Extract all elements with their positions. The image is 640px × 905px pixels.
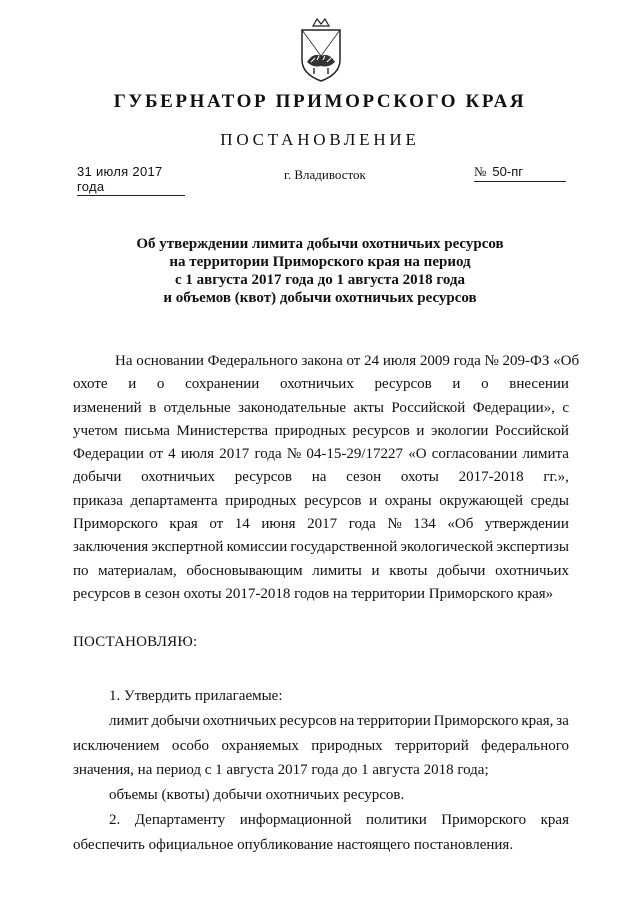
basis-line [73,443,569,466]
word: заключения [73,539,149,556]
word: природных [311,737,383,754]
word: обосновывающим [186,562,303,579]
word: изменений [73,399,142,416]
word: охотничьих [141,469,216,486]
decree-subject [70,235,570,307]
word: комиссии [226,539,288,556]
word: природных [274,422,346,439]
word: информационной [239,811,352,828]
word: ресурсов [234,469,292,486]
word: охоты [400,469,439,486]
coat-of-arms-icon [299,16,343,84]
word: № [286,446,302,463]
decree-items [73,684,569,858]
word: лимита [522,446,569,463]
word: охраны [384,492,432,509]
decree-city: г. Владивосток [284,167,366,182]
word: территории [357,712,431,729]
subject-line: Об утверждении лимита добычи охотничьих ресурсов [136,236,504,252]
word: среды [530,492,569,509]
word: июня [261,516,296,533]
word: федерального [481,737,569,754]
word: от [209,516,224,533]
word: и [416,422,425,439]
word: лимит [109,712,149,729]
word: сохранении [185,376,260,393]
word: особо [171,737,210,754]
basis-line [73,513,569,536]
item-1a-line [73,709,569,734]
word: отдельные [163,399,231,416]
decree-date: 31 июля 2017 года [77,164,185,196]
word: Федерации», [472,399,555,416]
word: природных [225,492,297,509]
word: края [169,516,198,533]
word: июля [180,446,215,463]
word: охраняемых [221,737,299,754]
basis-line [73,373,569,396]
word: утверждении [484,516,569,533]
word: и [452,376,461,393]
word: на [339,712,355,729]
word: 2017-2018 [458,469,524,486]
word: приказа [73,492,123,509]
authority-title: ГУБЕРНАТОР ПРИМОРСКОГО КРАЯ [113,91,527,112]
word: ресурсов [374,376,432,393]
word: лимиты [312,562,362,579]
word: законодательные [238,399,347,416]
word: № [387,516,402,533]
word: года [348,516,376,533]
word: 04-15-29/17227 [306,446,403,463]
word: охотничьих [202,712,277,729]
word: внесении [509,376,569,393]
item-1a-line [73,734,569,759]
word: Российской [391,399,466,416]
word: экологической [400,539,494,556]
word: года [254,446,282,463]
word: письма [124,422,170,439]
word: 4 [168,446,176,463]
word: с [562,399,569,416]
basis-line [73,397,569,420]
basis-line [73,420,569,443]
word: экспертизы [496,539,569,556]
basis-line [73,466,569,489]
word: в [149,399,157,416]
word: «Об [447,516,474,533]
word: добычи [437,562,486,579]
word: материалам, [98,562,177,579]
resolve-heading: ПОСТАНОВЛЯЮ: [73,634,198,650]
word: ресурсов [279,712,337,729]
word: охотничьих [279,376,354,393]
word: Приморского [433,712,519,729]
word: о [156,376,165,393]
word: о [481,376,489,393]
word: департамента [130,492,218,509]
word: «О [408,446,427,463]
word: политики [366,811,427,828]
word: экспертной [151,539,224,556]
word: 134 [413,516,436,533]
word: Приморского [73,516,158,533]
item-1b: объемы (квоты) добычи охотничьих ресурсов. [109,787,405,804]
word: по [73,562,89,579]
word: Министерства [176,422,269,439]
item-1a-line: значения, на период с 1 августа 2017 года до 1 августа 2018 года; [73,762,489,779]
word: 2. [109,811,121,828]
word: акты [353,399,384,416]
word: от [149,446,163,463]
decree-number: 50-пг [492,164,523,179]
decree-number-field [474,164,566,182]
basis-paragraph [73,350,580,606]
item-2-line: обеспечить официальное опубликование настоящего постановления. [73,836,514,853]
basis-line: На основании Федерального закона от 24 июля 2009 года № 209-ФЗ «Об [115,353,580,369]
subject-line: с 1 августа 2017 года до 1 августа 2018 года [174,272,465,288]
number-sign: № [474,164,487,179]
word: экологии [430,422,489,439]
word: ресурсов [304,492,362,509]
subject-line: на территории Приморского края на период [169,254,471,270]
item-2-line [73,808,569,833]
word: квоты [389,562,428,579]
word: добычи [151,712,200,729]
word: государственной [290,539,398,556]
word: согласовании [431,446,518,463]
word: гг.», [543,469,569,486]
item-1-title: 1. Утвердить прилагаемые: [109,688,283,704]
word: Федерации [73,446,144,463]
word: на [311,469,327,486]
word: учетом [73,422,118,439]
word: исключением [73,737,160,754]
basis-line [73,560,569,583]
word: добычи [73,469,122,486]
word: 14 [234,516,250,533]
word: края [540,811,569,828]
word: окружающей [439,492,524,509]
word: Приморского [441,811,527,828]
word: территорий [395,737,469,754]
word: Российской [494,422,569,439]
word: края, [521,712,554,729]
word: охоте [73,376,108,393]
word: ресурсов [352,422,410,439]
basis-line: ресурсов в сезон охоты 2017-2018 годов на территории Приморского края» [73,585,554,602]
word: за [556,712,569,729]
word: 2017 [307,516,338,533]
basis-line [73,490,569,513]
word: Департаменту [134,811,226,828]
word: и [371,562,380,579]
basis-line [73,536,569,559]
word: сезон [346,469,382,486]
word: и [369,492,378,509]
word: охотничьих [495,562,569,579]
word: и [128,376,137,393]
document-type-title: ПОСТАНОВЛЕНИЕ [220,130,420,149]
subject-line: и объемов (квот) добычи охотничьих ресурсов [163,290,477,306]
word: 2017 [219,446,250,463]
